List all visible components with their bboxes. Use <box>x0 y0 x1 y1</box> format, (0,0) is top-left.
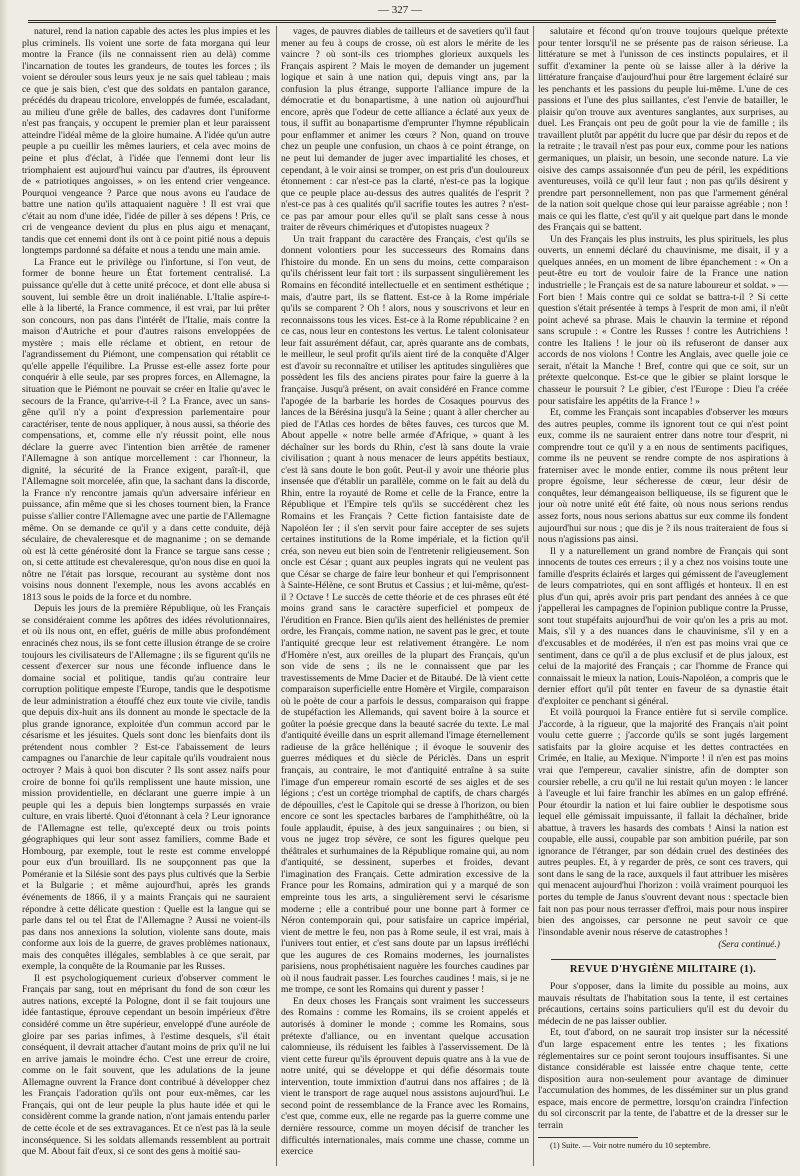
column-divider <box>533 26 534 1166</box>
page-edge-shadow <box>0 0 8 1176</box>
header-rule <box>28 20 776 23</box>
paragraph: Pour s'opposer, dans la limite du possible au moins, aux mauvais résultats de l'habitation sous la tente, il est certaines précautions, certains soins particuliers qu'il est du devoir du médecin de ne pas laisser oublier. <box>538 981 788 1027</box>
paragraph: Un des Français les plus instruits, les plus spirituels, les plus ouverts, un ennemi déclaré du chauvinisme, me disait, il y a quelques années, en un moment de libre épanchement : « On a peut-être eu tort de vouloir faire de la France une nation industrielle ; le Français est de sa nature laboureur et soldat. » — Fort bien ! Mais contre qui ce soldat se battra-t-il ? Si cette question s'était présentée à temps à l'esprit de mon ami, il n'eût point achevé sa phrase. Mais le chauvin la termine et répond sans scrupule : « Contre les Russes ! contre les Autrichiens ! contre les Italiens ! le jour où ils refuseront de danser aux accords de nos violons ! Contre les Anglais, avec quelle joie ce serait, n'était la Manche ! Bref, contre qui que ce soit, sur un prétexte quelconque. Est-ce que le gibier se plaint lorsque le chasseur le poursuit ? Le gibier, c'est l'Europe : Dieu l'a créée pour satisfaire les appétits de la France ! » <box>538 233 788 407</box>
page-number: — 327 — <box>378 4 422 16</box>
footnote: (1) Suite. — Voir notre numéro du 10 septembre. <box>550 1141 711 1151</box>
paragraph: naturel, rend la nation capable des actes les plus impies et les plus criminels. Ils voient une sorte de fata morgana qui leur montre la France (ils ne connaissent rien au delà) comme l'incarnation de toutes les grandeurs, de toutes les forces ; ils voient se dérouler sous leurs yeux je ne sais quel tableau ; mais ce que je sais bien, c'est que des soldats en pantalon garance, précédés du drapeau tricolore, enveloppés de fumée, escaladant, au milieu d'une grêle de balles, des cadavres dont l'uniforme n'est pas français, y occupent le premier plan et leur paraissent atteindre l'idéal même de la gloire humaine. A l'idée qu'un autre peuple a pu cueillir les mêmes lauriers, et cela avec moins de peine et plus d'éclat, à l'idée que l'ennemi dont leur lis triomphaient est aujourd'hui vaincu par d'autres, ils éprouvent de « patriotiques angoisses, » on les entend crier vengeance. Pourquoi vengeance ? Parce que nous avons eu l'audace de battre une nation qu'ils attaquaient naguère ! Il est vrai que c'était au nom d'une idée, l'idée de piller à ses dépens ! Pris, ce cri de vengeance devient du plus en plus aigu et menaçant, tandis que cet ennemi dont ils ont à ce point pitié nous a depuis longtemps pardonné sa défaite et nous a tendu une main amie. <box>22 26 270 257</box>
continuation-note: (Sera continué.) <box>718 939 780 951</box>
column-1 <box>22 26 270 1170</box>
paragraph: vages, de pauvres diables de tailleurs et de savetiers qu'il faut mener au feu à coups de crosse, où est alors le mérite de les vaincre ? où sont-ils ces triomphes glorieux auxquels les Français aspirent ? Mais le moyen de demander un jugement logique et sain à une nation qui, depuis vingt ans, par la confusion la plus étrange, supporte l'alliance impure de la démocratie et du bonapartisme, à une nation où aujourd'hui encore, après que l'odeur de cette alliance a éclaté aux yeux de tous, il suffit au bonapartisme d'emprunter l'hymne républicain pour enflammer et animer les cœurs ? Non, quand on trouve chez un peuple une confusion, un chaos à ce point étrange, on ne peut lui demander de juger avec impartialité les choses, et cependant, à le voir ainsi se tromper, on est pris d'un douloureux étonnement : car n'est-ce pas la clarté, n'est-ce pas la logique que ce peuple place au-dessus des autres qualités de l'esprit ? n'est-ce pas à ces qualités qu'il sacrifie toutes les autres ? n'est-ce pas par amour pour elles qu'il se plaît sans cesse à nous traiter de rêveurs chimériques et d'utopistes nuageux ? <box>281 26 529 234</box>
column-2 <box>281 26 529 1170</box>
column-divider <box>276 26 277 1166</box>
footnote-rule <box>538 1137 638 1138</box>
column-3 <box>538 26 788 1170</box>
paragraph: Et, comme les Français sont incapables d'observer les mœurs des autres peuples, comme ils ignorent tout ce qui n'est point eux, comme ils ne sauraient entrer dans notre tour d'esprit, ni comprendre tout ce qu'il y a en nous de sentiments pacifiques, comme ils ne peuvent se rendre compte de nos aspirations à fraterniser avec le monde entier, comme ils nous prêtent leur propre égoïsme, leur sécheresse de cœur, leur désir de conquêtes, leur démangeaison belliqueuse, ils se figurent que le jour où notre unité eût été faite, où nous nous serions rendus assez forts, nous nous serions abattus sur eux comme ils fondent aujourd'hui sur nous ; que dis je ? ils nous traiteraient de fous si nous n'agissions pas ainsi. <box>538 407 788 546</box>
paragraph: Il y a naturellement un grand nombre de Français qui sont innocents de toutes ces erreurs ; il y a chez nos voisins toute une famille d'esprits éclairés et larges qui gémissent de l'aveuglement de leurs compatriotes, qui en sont affligés et honteux. Il en est plus d'un qui, après avoir pris part pendant des années à ce que j'appellerai les campagnes de l'opinion publique contre la Prusse, sont tout stupéfaits aujourd'hui de voir qu'on les a pris au mot. Mais, s'il y a des nuances dans le chauvinisme, s'il y en a d'excusables et de modérées, il n'en est pas moins vrai que ce sentiment, dans ce qu'il a de plus exclusif et de plus jaloux, est celui de la majorité des Français ; car l'homme de France qui connaissait le mieux la nation, Louis-Napoléon, a compris que le dernier effort qu'il pût tenter en faveur de sa dynastie était d'exploiter ce penchant si général. <box>538 545 788 707</box>
paragraph: Il est psychologiquement curieux d'observer comment le Français par sang, tout en méprisant du fond de son cœur les autres nations, excepté la Pologne, dont il se fait toujours une idée fantastique, éprouve cependant un besoin impérieux d'être considéré comme un être supérieur, enveloppé d'une auréole de gloire par ses parias infimes, à l'estime desquels, s'il était conséquent, il devrait attacher d'autant moins de prix qu'il ne lui en arrive jamais le moindre écho. C'est une erreur de croire, comme on le fait souvent, que les adulations de la jeune Allemagne ouvrent la France dont contribué à développer chez les Français l'adoration qu'ils ont pour eux-mêmes, car les Français, qui ont de leur peuple la plus haute idée et qui le considèrent comme la grande nation, n'ont jamais entendu parler de cette école et de ses extravagances. Et ce n'est pas là la seule inconséquence. Si les soldats allemands ressemblent au portrait que M. About fait d'eux, si ce sont des gens à moitié sau- <box>22 972 270 1158</box>
paragraph: Un trait frappant du caractère des Français, c'est qu'ils se donnent volontiers pour les successeurs des Romains dans l'histoire du monde. En un sens du moins, cette comparaison qu'ils chérissent leur fait tort : ils surpassent singulièrement les Romains en fécondité intellectuelle et en sentiment esthétique ; mais, d'autre part, ils se flattent. Est-ce à la Rome impériale qu'ils se comparent ? Oh ! alors, nous y souscrivons et leur en reconnaissons tous les vices. Est-ce à la Rome républicaine ? en ce cas, nous leur en contestons les vertus. Le talent colonisateur leur fait assurément défaut, car, après quarante ans de combats, le meilleur, le seul profit qu'ils aient tiré de la conquête d'Alger est d'avoir su reconnaître et utiliser les aptitudes singulières que possèdent les fils des anciens pirates pour faire la guerre à la française. Jusqu'à présent, on avait considéré en France comme l'apogée de la barbarie les hordes de Cosaques pourvus des lances de la Bérésina jusqu'à la Seine ; quant à aller chercher au pied de l'Atlas ces hordes de bêtes fauves, ces turcos que M. About appelle « notre belle armée d'Afrique, » quant à les déchaîner sur les bords du Rhin, c'est là sans doute la vraie civilisation ; quant à nous menacer de leurs appétits bestiaux, c'est là sans doute le bon goût. Peut-il y avoir une théorie plus insensée que d'établir un parallèle, comme on le fait au delà du Rhin, entre la royauté de Rome et celle de la France, entre la République et l'Empire tels qu'ils se succédèrent chez les Romains et les Français ? Cette fiction fantaisiste date de Napoléon Ier ; il s'en servit pour faire accepter de ses sujets certaines institutions de la Rome impériale, et la fiction qu'il créa, son neveu eut bien soin de l'entretenir religieusement. Son oncle est César ; quant aux peuples ingrats qui ne veulent pas que César se charge de faire leur bonheur et qui l'emprisonnent à Sainte-Hélène, ce sont Brutus et Cassius ; et lui-même, qu'est-il ? Octave ! Le succès de cette théorie et de ces phrases eût été moins grand sans le caractère superficiel et pompeux de l'érudition en France. Bien qu'ils aient des hellénistes de premier ordre, les Français, comme nation, ne savent pas le grec, et toute l'antiquité grecque leur est relativement étrangère. Le nom d'Homère n'est, aux oreilles de la plupart des Français, qu'un son vide de sens ; ils ne le connaissent que par les travestissements de Mme Dacier et de Bitaubé. De là vient cette comparaison superficielle entre Homère et Virgile, comparaison où le poète de cour a parfois le dessus, comparaison qui frappe de stupéfaction les Allemands, qui savent boire à la source et goûter la poésie grecque dans la beauté sacrée du texte. Le mal d'antiquité éveille dans un esprit allemand l'image éternellement radieuse de la grâce hellénique ; il évoque le souvenir des guerres médiques et du siècle de Périclès. Dans un esprit français, au contraire, le mot d'antiquité entraîne à sa suite l'image d'un empereur romain escorté de ses aigles et de ses légions ; c'est un cortège triomphal de captifs, de chars chargés de dépouilles, c'est le Capitole qui se dresse à l'horizon, ou bien encore ce sont les spectacles barbares de l'amphithéâtre, où la foule applaudit, épuise, à des jeux sanguinaires ; ou bien, si vous ne jugez trop sévère, ce sont les figures quelque peu théâtrales et surhumaines de la République romaine qui, au nom d'antiquité, se dessinent, superbes et froides, devant l'imagination des Français. Cette admiration excessive de la France pour les Romains, admiration qui y a marqué de son empreinte tous les arts, a singulièrement servi le césarisme moderne ; elle a contribué pour une bonne part à former ce Néron contemporain qui, pour satisfaire un caprice impérial, vient de mettre le feu, non pas à Rome seule, il est vrai, mais à l'univers tout entier, et c'est sans doute par un lapsus irréfléchi que les augures de ces Romains modernes, les journalistes parisiens, nous prophétisaient naguère les fourches caudines par où il nous faudrait passer. Les fourches caudines ! mais, si je ne me trompe, ce sont les Romains qui durent y passer ! <box>281 233 529 996</box>
paragraph: Depuis les jours de la première République, où les Français se considéraient comme les apôtres des idées révolutionnaires, et où ils nous ont, en effet, guéris de mille abus profondément enracinés chez nous, ils se font cette illusion étrange de se croire toujours les civilisateurs de l'Allemagne ; ils se figurent qu'ils ne cessent d'exercer sur nous une féconde influence dans le domaine social et politique, tandis qu'au contraire leur corruption politique empeste l'Europe, tandis que le despotisme de leur administration a étouffé chez eux toute vie civile, tandis que depuis dix-huit ans ils donnent au monde le spectacle de la plus grande ignorance, exploitée d'un commun accord par le césarisme et les jésuites. Quels sont donc les bienfaits dont ils prétendent nous combler ? Est-ce l'abaissement de leurs campagnes ou l'anarchie de leur capitale qu'ils voudraient nous octroyer ? Mais à quoi bon discuter ? Ils sont assez naïfs pour croire de bonne foi qu'ils remplissent une haute mission, une mission providentielle, en déclarant une guerre impie à un peuple qui les a depuis bien longtemps surpassés en vraie culture, en vrais liberté. Quoi d'étonnant à cela ? Leur ignorance de l'Allemagne est telle, qu'excepté deux ou trois points géographiques qui leur sont assez familiers, comme Bade et Hombourg, par exemple, tout le reste est comme enveloppé pour eux d'un brouillard. Ils ne soupçonnent pas que la Poméranie et la Silésie sont des pays plus cultivés que la Serbie et la Bulgarie ; et même aujourd'hui, après les grands événements de 1866, il y a maints Français qui ne sauraient répondre à cette délicate question : Quelle est la langue qui se parle dans tel ou tel État de l'Allemagne ? Aussi ne voient-ils pas dans nos annexions la solution, violente sans doute, mais conforme aux lois de la guerre, de graves problèmes nationaux, mais des conquêtes illégales, semblables à ce que serait, par exemple, la conquête de la Roumanie par les Russes. <box>22 603 270 973</box>
paragraph: salutaire et fécond qu'on trouve toujours quelque prétexte pour tenter lorsqu'il ne se présente pas de raison sérieuse. La littérature se met à l'unisson de ces instincts populaires, et il suffit d'examiner la pente où se laisse aller à la dérive la littérature française d'aujourd'hui pour être largement éclairé sur les penchants et les passions du peuple lui-même. L'une de ces passions et l'une des plus saillantes, c'est l'envie de batailler, le plaisir qu'on trouve aux aventures sanglantes, aux surprises, au duel. Les Français ont peu de goût pour la vie de famille ; ils travaillent plutôt par appétit du lucre que par désir du repos et de la retraite ; le travail n'est pas pour eux, comme pour les nations germaniques, un plaisir, un besoin, une seconde nature. La vie oisive des camps assaisonnée d'un peu de péril, les expéditions aventureuses, voilà ce qu'il leur faut ; non pas qu'ils désirent y prendre part personnellement, non pas que l'armement général de la nation soit quelque chose qui leur paraisse agréable ; non ! mais ce qui les flatte, c'est qu'il y ait quelque part dans le monde des Français qui se battent. <box>538 26 788 234</box>
section-separator <box>551 959 776 960</box>
paragraph: En deux choses les Français sont vraiment les successeurs des Romains : comme les Romains, ils se croient appelés et autorisés à dominer le monde ; comme les Romains, sous prétexte d'alliance, ou en inventant quelque accusation calomnieuse, ils réduisent les faibles à l'asservissement. De là vient cette fureur qu'ils éprouvent depuis quatre ans à la vue de notre unité, qui se développe et qui défie désormais toute intervention, toute immixtion d'autrui dans nos affaires ; de là vient le transport de rage auquel nous assistons aujourd'hui. Le second point de ressemblance de la France avec les Romains, c'est que, comme eux, elle ne regarde pas la guerre comme une dernière ressource, comme un moyen décisif de trancher les difficultés internationales, mais comme une chasse, comme un exercice <box>281 995 529 1158</box>
paragraph: Et, tout d'abord, on ne saurait trop insister sur la nécessité d'un large espacement entre les tentes ; les fixations réglementaires sur ce point seront toujours insuffisantes. Si une distance considérable est laissée entre chaque tente, cette disposition aura non-seulement pour avantage de diminuer l'accumulation des hommes, de les disséminer sur un plus grand espace, mais encore de permettre, lorsqu'on craindra l'infection du sol circonscrit par la tente, de l'abattre et de la dresser sur le terrain <box>538 1027 788 1131</box>
paragraph: La France eut le privilège ou l'infortune, si l'on veut, de former de bonne heure un État fortement centralisé. La puissance qu'elle dut à cette unité précoce, et dont elle abusa si souvent, lui semble être un droit inaliénable. L'Italie aspire-t-elle à la liberté, la France commence, il est vrai, par lui prêter son concours, non pas dans l'intérêt de l'Italie, mais contre la maison d'Autriche et pour d'autres raisons enveloppées de mystère ; mais elle réclame et obtient, en retour de l'agrandissement du Piémont, une compensation qui rétablit ce qu'elle appelle l'équilibre. La Prusse est-elle assez forte pour conquérir à elle seule, par ses propres forces, en Allemagne, la situation que le Piémont ne pouvait se créer en Italie qu'avec le secours de la France, qu'arrive-t-il ? La France, avec un sans-gêne qu'il n'y a point d'expression parlementaire pour caractériser, tente de nous appliquer, à nous aussi, sa théorie des compensations, et, comme elle n'y réussit point, elle nous déclare la guerre avec l'intention bien arrêtée de ramener l'Allemagne à son antique morcellement : car l'honneur, la dignité, la sécurité de la France exigent, paraît-il, que l'Allemagne soit morcelée, afin que, la sachant dans la discorde, la France n'y rencontre jamais qu'un adversaire inférieur en puissance, afin même que si les choses tournent bien, la France puisse s'allier contre l'Allemagne avec une partie de l'Allemagne même. On se demande ce qu'il y a dans cette conduite, déjà séculaire, de chevaleresque et de magnanime ; on se demande où est là cette générosité dont la France se targue sans cesse ; on, si cette attitude est chevaleresque, qu'on nous dise en quoi la nôtre ne l'était pas lorsque, recourant au système dont nos voisins nous donnent l'exemple, nous les avons accablés en 1813 sous le poids de la force et du nombre. <box>22 256 270 603</box>
section-title: REVUE D'HYGIÈNE MILITAIRE (1). <box>569 963 757 975</box>
paragraph: Et voilà pourquoi la France entière fut si servile complice. J'accorde, à la rigueur, que la majorité des Français n'ait point voulu cette guerre ; j'accorde qu'ils se sont jugés largement satisfaits par la gloire acquise et les dettes contractées en Crimée, en Italie, au Mexique. N'importe ! il n'en est pas moins vrai que l'empereur, cavalier sinistre, afin de dompter son coursier rebelle, a cru qu'il ne lui restait qu'un moyen : le lancer à l'aveugle et lui faire franchir les abîmes en un galop effréné. Pour étourdir la nation et lui faire oublier le despotisme sous lequel elle gémissait impuissante, il fallait la déchaîner, bride abattue, à travers les hasards des combats ! Ainsi la nation est coupable, elle aussi, coupable par son ambition puérile, par son ignorance de l'étranger, par son dédain cruel des destinées des autres peuples. Et, à y regarder de près, ce sont ces travers, qui sont dans le sang de la race, auxquels il faut attribuer les misères qui menacent aujourd'hui l'horizon : voilà vraiment pourquoi les portes du temple de Janus s'ouvrent devant nous : spectacle bien fait non pas pour nous terrasser d'effroi, mais pour nous inspirer bien des angoisses, car personne ne peut savoir ce que l'insondable avenir nous réserve de catastrophes ! <box>538 707 788 938</box>
